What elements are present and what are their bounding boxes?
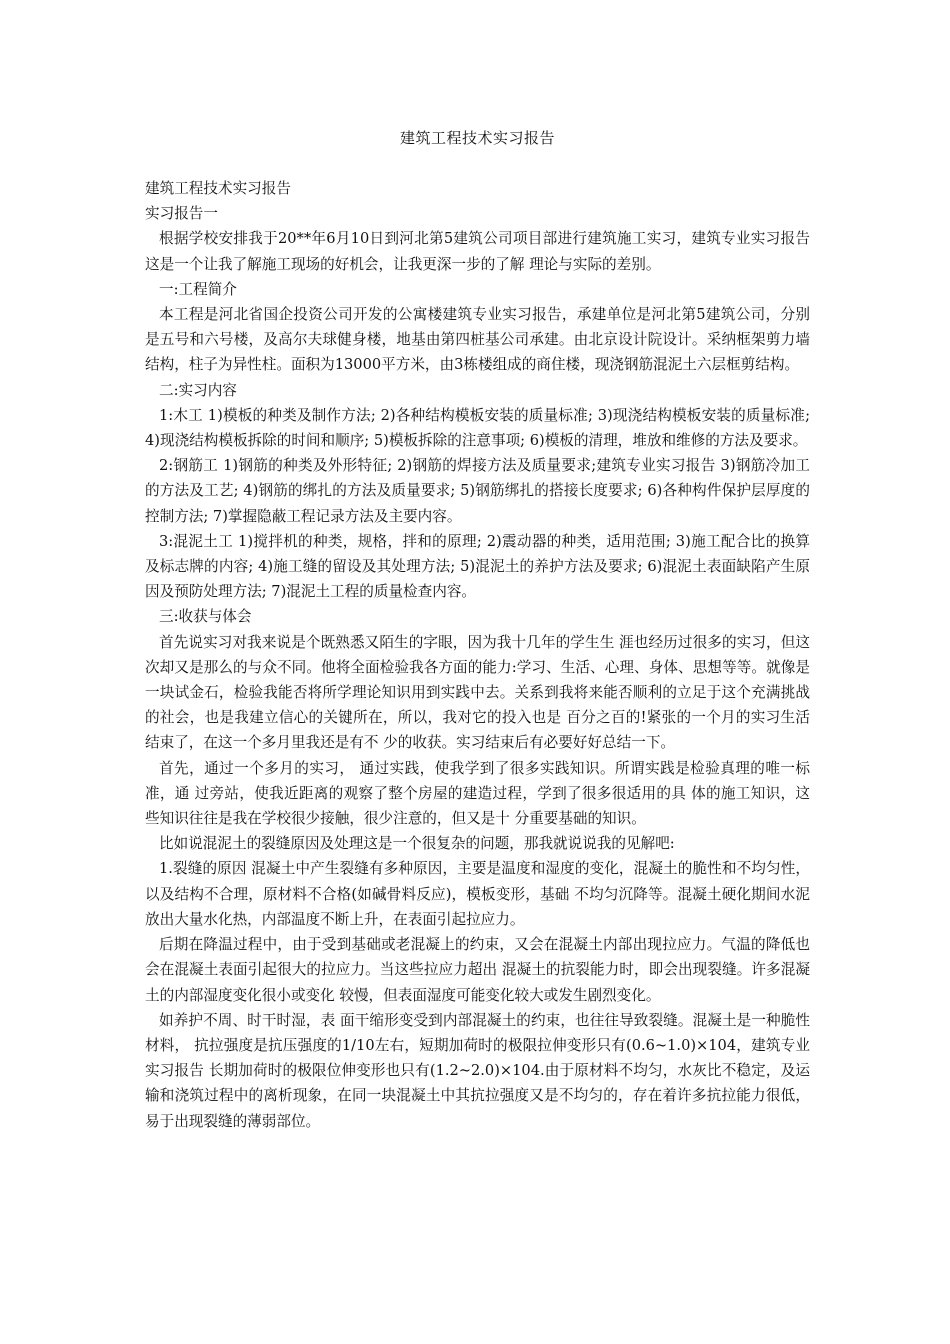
- document-subtitle: 建筑工程技术实习报告: [145, 180, 291, 197]
- paragraph-carpentry: 1:木工 1)模板的种类及制作方法; 2)各种结构模板安装的质量标准; 3)现浇结构模板安装的质量标准; 4)现浇结构模板拆除的时间和顺序; 5)模板拆除的注意事项; 6)模板的清理，堆放和维修的方法及要求。: [145, 406, 810, 450]
- paragraph-intro: 根据学校安排我于20**年6月10日到河北第5建筑公司项目部进行建筑施工实习，建筑专业实习报告这是一个让我了解施工现场的好机会，让我更深一步的了解 理论与实际的差别。: [145, 230, 810, 273]
- paragraph-crack-cooling: 后期在降温过程中，由于受到基础或老混凝上的约束，又会在混凝土内部出现拉应力。气温的降低也会在混凝土表面引起很大的拉应力。当这些拉应力超出 混凝土的抗裂能力时，即会出现裂缝。许多混凝土的内部湿度变化很小或变化 较慢，但表面湿度可能变化较大或发生剧烈变化。: [145, 936, 810, 1004]
- paragraph-rebar: 2:钢筋工 1)钢筋的种类及外形特征; 2)钢筋的焊接方法及质量要求;建筑专业实习报告 3)钢筋冷加工的方法及工艺; 4)钢筋的绑扎的方法及质量要求; 5)钢筋绑扎的搭接长度要求; 6)各种构件保护层厚度的控制方法; 7)掌握隐蔽工程记录方法及主要内容。: [145, 457, 810, 525]
- paragraph-reflection-1: 首先说实习对我来说是个既熟悉又陌生的字眼，因为我十几年的学生生 涯也经历过很多的实习，但这次却又是那么的与众不同。他将全面检验我各方面的能力:学习、生活、心理、身体、思想等等。就像是一块试金石，检验我能否将所学理论知识用到实践中去。关系到我将来能否顺利的立足于这个充满挑战的社会，也是我建立信心的关键所在，所以，我对它的投入也是 百分之百的!紧张的一个月的实习生活结束了，在这一个多月里我还是有不 少的收获。实习结束后有必要好好总结一下。: [145, 633, 810, 752]
- section-heading-reflection: 三:收获与体会: [159, 608, 252, 626]
- paragraph-overview: 本工程是河北省国企投资公司开发的公寓楼建筑专业实习报告，承建单位是河北第5建筑公司，分别是五号和六号楼，及高尔夫球健身楼，地基由第四桩基公司承建。由北京设计院设计。采纳框架剪力墙结构，柱子为异性柱。面积为13000平方米，由3栋楼组成的商住楼，现浇钢筋混泥土六层框剪结构。: [145, 306, 810, 374]
- paragraph-reflection-2: 首先，通过一个多月的实习， 通过实践，使我学到了很多实践知识。所谓实践是检验真理的唯一标准，通 过旁站，使我近距离的观察了整个房屋的建造过程，学到了很多很适用的具 体的施工知识，这些知识往往是我在学校很少接触，很少注意的，但又是十 分重要基础的知识。: [145, 759, 810, 828]
- section-heading-content: 二:实习内容: [159, 381, 237, 399]
- section-heading-overview: 一:工程简介: [159, 280, 237, 298]
- document-body: [145, 176, 810, 1134]
- paragraph-reflection-3: 比如说混泥土的裂缝原因及处理这是一个很复杂的问题，那我就说说我的见解吧:: [159, 835, 675, 853]
- paragraph-crack-causes: 1.裂缝的原因 混凝土中产生裂缝有多种原因，主要是温度和湿度的变化，混凝土的脆性和不均匀性，以及结构不合理，原材料不合格(如碱骨料反应)，模板变形，基础 不均匀沉降等。混凝土硬化期间水泥放出大量水化热，内部温度不断上升，在表面引起拉应力。: [145, 860, 810, 928]
- paragraph-concrete: 3:混泥土工 1)搅拌机的种类，规格，拌和的原理; 2)震动器的种类，适用范围; 3)施工配合比的换算及标志牌的内容; 4)施工缝的留设及其处理方法; 5)混泥土的养护方法及要求; 6)混泥土表面缺陷产生原因及预防处理方法; 7)混泥土工程的质量检查内容。: [145, 532, 810, 601]
- paragraph-crack-curing: 如养护不周、时干时湿，表 面干缩形变受到内部混凝土的约束，也往往导致裂缝。混凝土是一种脆性材料， 抗拉强度是抗压强度的1/10左右，短期加荷时的极限拉伸变形只有(0.6~1.0)×104，建筑专业实习报告 长期加荷时的极限位伸变形也只有(1.2~2.0)×104.由于原材料不均匀，水灰比不稳定，及运输和浇筑过程中的离析现象，在同一块混凝土中其抗拉强度又是不均匀的，存在着许多抗拉能力很低，易于出现裂缝的薄弱部位。: [145, 1011, 810, 1130]
- report-label: 实习报告一: [145, 205, 218, 223]
- page-title: 建筑工程技术实习报告: [399, 129, 555, 147]
